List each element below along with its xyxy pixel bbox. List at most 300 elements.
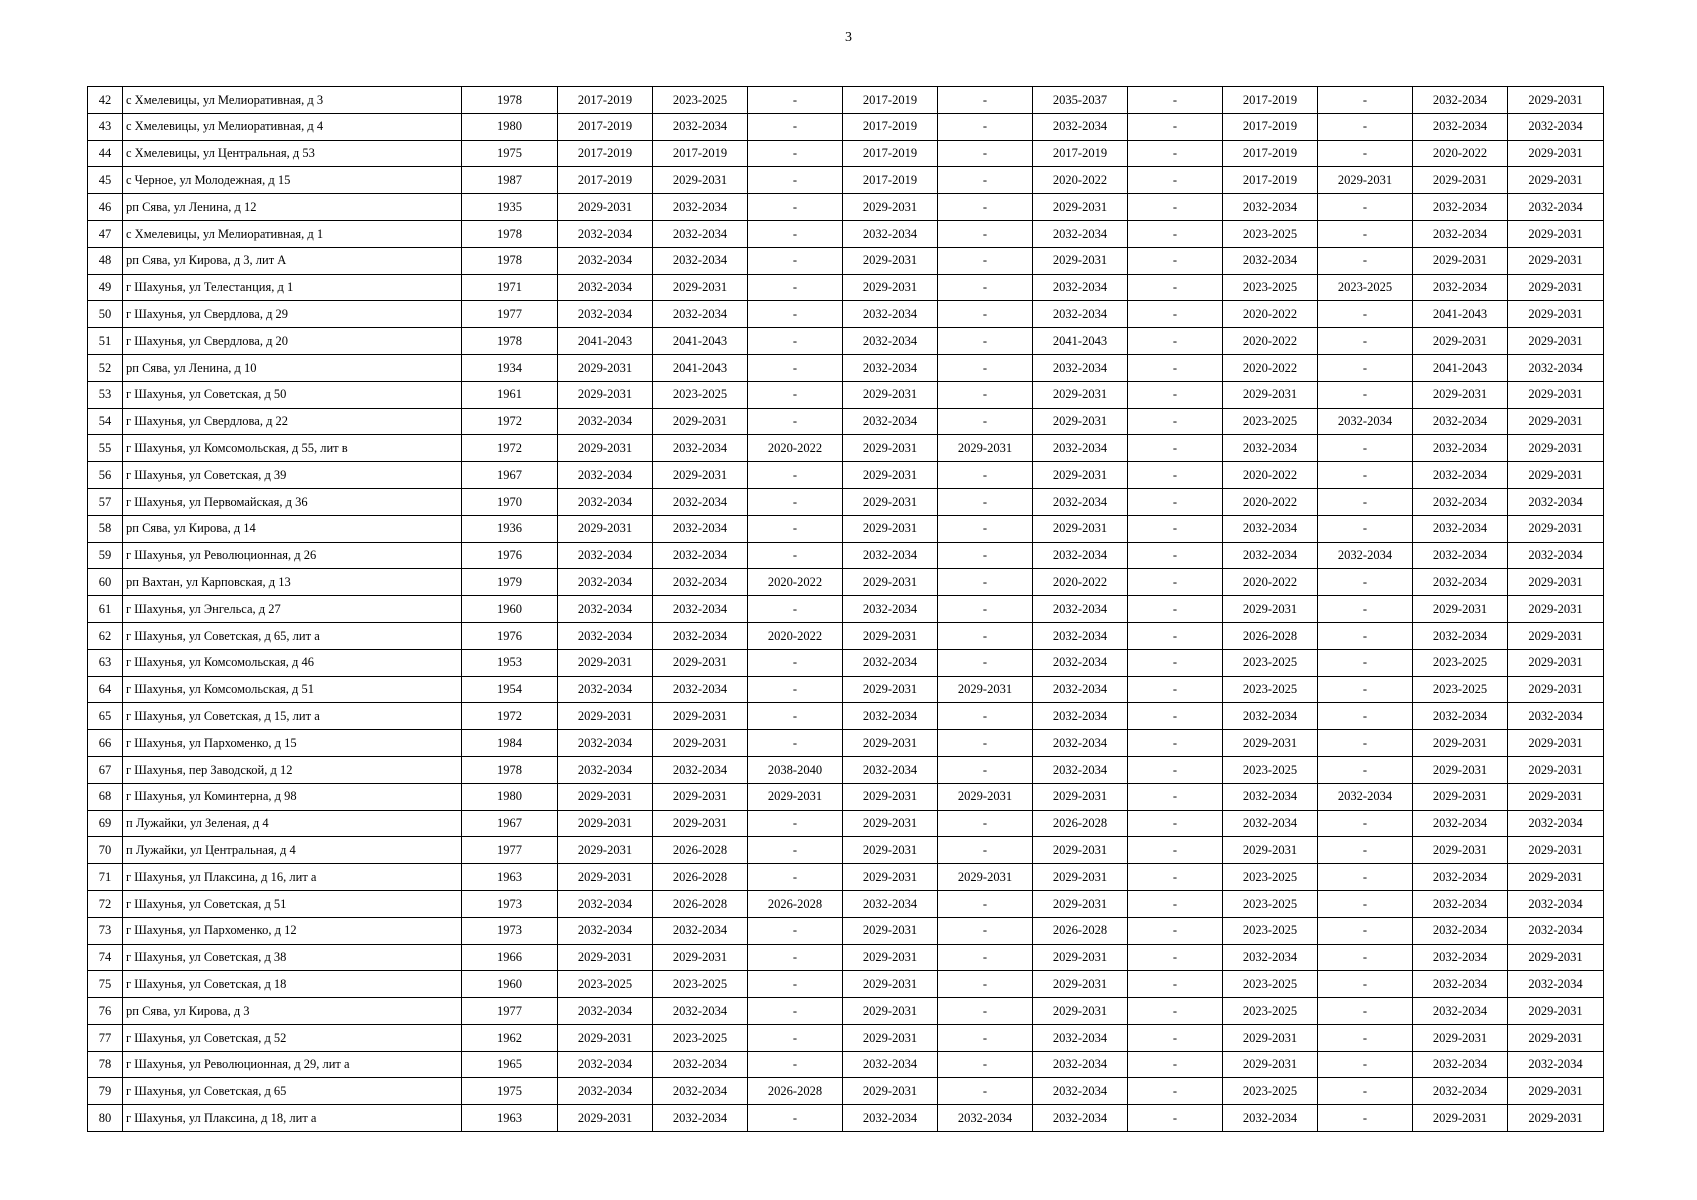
period-cell-2: 2029-2031 [653, 703, 748, 730]
period-cell-11: 2029-2031 [1508, 730, 1604, 757]
period-cell-7: - [1128, 756, 1223, 783]
address-cell: г Шахунья, ул Революционная, д 29, лит а [123, 1051, 462, 1078]
period-cell-3: - [748, 917, 843, 944]
period-cell-6: 2020-2022 [1033, 569, 1128, 596]
period-cell-2: 2032-2034 [653, 998, 748, 1025]
year-cell: 1966 [462, 944, 558, 971]
year-cell: 1976 [462, 542, 558, 569]
period-cell-11: 2029-2031 [1508, 1024, 1604, 1051]
period-cell-11: 2029-2031 [1508, 515, 1604, 542]
period-cell-1: 2032-2034 [558, 756, 653, 783]
row-number-cell: 55 [88, 435, 123, 462]
table-row [88, 944, 1604, 971]
year-cell: 1954 [462, 676, 558, 703]
period-cell-7: - [1128, 649, 1223, 676]
period-cell-6: 2029-2031 [1033, 515, 1128, 542]
period-cell-8: 2032-2034 [1223, 783, 1318, 810]
period-cell-5: - [938, 274, 1033, 301]
year-cell: 1963 [462, 864, 558, 891]
table-row [88, 703, 1604, 730]
period-cell-5: - [938, 971, 1033, 998]
address-cell: г Шахунья, ул Комсомольская, д 51 [123, 676, 462, 703]
address-cell: г Шахунья, ул Пархоменко, д 12 [123, 917, 462, 944]
period-cell-8: 2023-2025 [1223, 220, 1318, 247]
table-row [88, 569, 1604, 596]
period-cell-9: - [1318, 649, 1413, 676]
period-cell-2: 2032-2034 [653, 515, 748, 542]
period-cell-10: 2029-2031 [1413, 247, 1508, 274]
period-cell-6: 2032-2034 [1033, 1105, 1128, 1132]
period-cell-4: 2029-2031 [843, 1078, 938, 1105]
period-cell-6: 2029-2031 [1033, 971, 1128, 998]
period-cell-1: 2032-2034 [558, 917, 653, 944]
period-cell-3: - [748, 1105, 843, 1132]
row-number-cell: 68 [88, 783, 123, 810]
period-cell-3: - [748, 998, 843, 1025]
period-cell-1: 2032-2034 [558, 1078, 653, 1105]
period-cell-9: - [1318, 596, 1413, 623]
address-cell: г Шахунья, ул Энгельса, д 27 [123, 596, 462, 623]
period-cell-6: 2032-2034 [1033, 488, 1128, 515]
period-cell-9: - [1318, 87, 1413, 114]
address-cell: рп Вахтан, ул Карповская, д 13 [123, 569, 462, 596]
period-cell-3: 2038-2040 [748, 756, 843, 783]
period-cell-7: - [1128, 301, 1223, 328]
period-cell-2: 2029-2031 [653, 810, 748, 837]
period-cell-5: - [938, 140, 1033, 167]
period-cell-1: 2029-2031 [558, 435, 653, 462]
year-cell: 1977 [462, 301, 558, 328]
period-cell-11: 2029-2031 [1508, 462, 1604, 489]
period-cell-3: - [748, 864, 843, 891]
period-cell-7: - [1128, 569, 1223, 596]
address-cell: г Шахунья, ул Плаксина, д 16, лит а [123, 864, 462, 891]
address-cell: г Шахунья, ул Комсомольская, д 46 [123, 649, 462, 676]
row-number-cell: 59 [88, 542, 123, 569]
year-cell: 1975 [462, 140, 558, 167]
period-cell-2: 2032-2034 [653, 435, 748, 462]
period-cell-6: 2032-2034 [1033, 596, 1128, 623]
table-row [88, 140, 1604, 167]
period-cell-4: 2029-2031 [843, 622, 938, 649]
period-cell-11: 2029-2031 [1508, 381, 1604, 408]
period-cell-2: 2026-2028 [653, 864, 748, 891]
year-cell: 1979 [462, 569, 558, 596]
row-number-cell: 51 [88, 328, 123, 355]
period-cell-8: 2032-2034 [1223, 703, 1318, 730]
period-cell-4: 2032-2034 [843, 649, 938, 676]
period-cell-5: - [938, 301, 1033, 328]
period-cell-4: 2029-2031 [843, 998, 938, 1025]
period-cell-8: 2020-2022 [1223, 569, 1318, 596]
period-cell-2: 2032-2034 [653, 301, 748, 328]
year-cell: 1978 [462, 87, 558, 114]
year-cell: 1980 [462, 783, 558, 810]
period-cell-3: - [748, 462, 843, 489]
period-cell-2: 2029-2031 [653, 167, 748, 194]
period-cell-10: 2032-2034 [1413, 113, 1508, 140]
period-cell-8: 2023-2025 [1223, 408, 1318, 435]
row-number-cell: 79 [88, 1078, 123, 1105]
period-cell-8: 2023-2025 [1223, 971, 1318, 998]
period-cell-9: - [1318, 864, 1413, 891]
period-cell-4: 2029-2031 [843, 730, 938, 757]
period-cell-7: - [1128, 596, 1223, 623]
year-cell: 1971 [462, 274, 558, 301]
year-cell: 1936 [462, 515, 558, 542]
table-row [88, 87, 1604, 114]
period-cell-1: 2029-2031 [558, 194, 653, 221]
period-cell-7: - [1128, 971, 1223, 998]
period-cell-6: 2029-2031 [1033, 247, 1128, 274]
period-cell-10: 2032-2034 [1413, 1078, 1508, 1105]
period-cell-11: 2029-2031 [1508, 435, 1604, 462]
period-cell-1: 2029-2031 [558, 864, 653, 891]
period-cell-3: - [748, 381, 843, 408]
period-cell-2: 2032-2034 [653, 917, 748, 944]
period-cell-1: 2017-2019 [558, 87, 653, 114]
period-cell-4: 2032-2034 [843, 542, 938, 569]
period-cell-5: - [938, 944, 1033, 971]
period-cell-9: - [1318, 676, 1413, 703]
period-cell-9: - [1318, 113, 1413, 140]
table-row [88, 488, 1604, 515]
period-cell-1: 2032-2034 [558, 220, 653, 247]
period-cell-11: 2029-2031 [1508, 167, 1604, 194]
period-cell-1: 2029-2031 [558, 1105, 653, 1132]
table-row [88, 810, 1604, 837]
year-cell: 1980 [462, 113, 558, 140]
period-cell-1: 2017-2019 [558, 140, 653, 167]
table-row [88, 756, 1604, 783]
address-cell: г Шахунья, ул Советская, д 15, лит а [123, 703, 462, 730]
period-cell-8: 2029-2031 [1223, 381, 1318, 408]
row-number-cell: 70 [88, 837, 123, 864]
row-number-cell: 58 [88, 515, 123, 542]
period-cell-1: 2032-2034 [558, 408, 653, 435]
period-cell-2: 2032-2034 [653, 113, 748, 140]
period-cell-3: - [748, 247, 843, 274]
period-cell-5: - [938, 328, 1033, 355]
period-cell-4: 2029-2031 [843, 676, 938, 703]
period-cell-1: 2032-2034 [558, 890, 653, 917]
table-row [88, 649, 1604, 676]
year-cell: 1961 [462, 381, 558, 408]
period-cell-6: 2032-2034 [1033, 1024, 1128, 1051]
period-cell-3: - [748, 730, 843, 757]
year-cell: 1978 [462, 247, 558, 274]
period-cell-9: 2032-2034 [1318, 408, 1413, 435]
period-cell-2: 2029-2031 [653, 408, 748, 435]
year-cell: 1978 [462, 756, 558, 783]
period-cell-7: - [1128, 328, 1223, 355]
period-cell-9: - [1318, 301, 1413, 328]
period-cell-11: 2029-2031 [1508, 998, 1604, 1025]
year-cell: 1960 [462, 596, 558, 623]
period-cell-10: 2023-2025 [1413, 676, 1508, 703]
period-cell-4: 2032-2034 [843, 354, 938, 381]
period-cell-11: 2032-2034 [1508, 890, 1604, 917]
period-cell-3: - [748, 87, 843, 114]
year-cell: 1984 [462, 730, 558, 757]
period-cell-2: 2023-2025 [653, 381, 748, 408]
period-cell-8: 2020-2022 [1223, 301, 1318, 328]
year-cell: 1934 [462, 354, 558, 381]
period-cell-4: 2029-2031 [843, 515, 938, 542]
period-cell-6: 2032-2034 [1033, 622, 1128, 649]
period-cell-2: 2029-2031 [653, 944, 748, 971]
period-cell-8: 2032-2034 [1223, 194, 1318, 221]
table-row [88, 1078, 1604, 1105]
address-cell: с Хмелевицы, ул Мелиоративная, д 4 [123, 113, 462, 140]
period-cell-8: 2032-2034 [1223, 1105, 1318, 1132]
period-cell-7: - [1128, 408, 1223, 435]
period-cell-8: 2023-2025 [1223, 864, 1318, 891]
period-cell-3: - [748, 274, 843, 301]
address-cell: г Шахунья, ул Советская, д 51 [123, 890, 462, 917]
row-number-cell: 54 [88, 408, 123, 435]
period-cell-7: - [1128, 703, 1223, 730]
period-cell-11: 2032-2034 [1508, 1051, 1604, 1078]
period-cell-11: 2029-2031 [1508, 596, 1604, 623]
period-cell-7: - [1128, 1078, 1223, 1105]
period-cell-6: 2032-2034 [1033, 1051, 1128, 1078]
period-cell-3: - [748, 220, 843, 247]
period-cell-1: 2029-2031 [558, 783, 653, 810]
period-cell-3: - [748, 140, 843, 167]
period-cell-6: 2035-2037 [1033, 87, 1128, 114]
period-cell-6: 2029-2031 [1033, 381, 1128, 408]
period-cell-6: 2032-2034 [1033, 220, 1128, 247]
table-row [88, 596, 1604, 623]
period-cell-3: 2029-2031 [748, 783, 843, 810]
period-cell-1: 2041-2043 [558, 328, 653, 355]
row-number-cell: 71 [88, 864, 123, 891]
year-cell: 1978 [462, 220, 558, 247]
period-cell-1: 2029-2031 [558, 703, 653, 730]
period-cell-10: 2032-2034 [1413, 1051, 1508, 1078]
table-row [88, 515, 1604, 542]
address-cell: г Шахунья, ул Плаксина, д 18, лит а [123, 1105, 462, 1132]
year-cell: 1972 [462, 408, 558, 435]
period-cell-10: 2032-2034 [1413, 408, 1508, 435]
table-row [88, 890, 1604, 917]
table-row [88, 971, 1604, 998]
table-row [88, 622, 1604, 649]
year-cell: 1976 [462, 622, 558, 649]
period-cell-5: - [938, 113, 1033, 140]
period-cell-2: 2041-2043 [653, 354, 748, 381]
address-cell: г Шахунья, ул Коминтерна, д 98 [123, 783, 462, 810]
period-cell-11: 2029-2031 [1508, 328, 1604, 355]
period-cell-4: 2029-2031 [843, 488, 938, 515]
address-cell: г Шахунья, пер Заводской, д 12 [123, 756, 462, 783]
year-cell: 1973 [462, 917, 558, 944]
period-cell-10: 2029-2031 [1413, 730, 1508, 757]
period-cell-1: 2032-2034 [558, 247, 653, 274]
period-cell-8: 2023-2025 [1223, 998, 1318, 1025]
period-cell-1: 2032-2034 [558, 596, 653, 623]
row-number-cell: 74 [88, 944, 123, 971]
period-cell-1: 2017-2019 [558, 113, 653, 140]
period-cell-9: - [1318, 569, 1413, 596]
period-cell-1: 2032-2034 [558, 730, 653, 757]
period-cell-3: - [748, 542, 843, 569]
period-cell-10: 2029-2031 [1413, 837, 1508, 864]
period-cell-3: - [748, 328, 843, 355]
period-cell-9: - [1318, 810, 1413, 837]
period-cell-5: - [938, 1024, 1033, 1051]
year-cell: 1965 [462, 1051, 558, 1078]
period-cell-2: 2032-2034 [653, 1051, 748, 1078]
period-cell-10: 2032-2034 [1413, 274, 1508, 301]
period-cell-9: 2032-2034 [1318, 542, 1413, 569]
period-cell-5: 2032-2034 [938, 1105, 1033, 1132]
period-cell-4: 2029-2031 [843, 462, 938, 489]
period-cell-8: 2017-2019 [1223, 167, 1318, 194]
period-cell-11: 2029-2031 [1508, 837, 1604, 864]
address-cell: с Хмелевицы, ул Мелиоративная, д 3 [123, 87, 462, 114]
period-cell-7: - [1128, 354, 1223, 381]
period-cell-2: 2029-2031 [653, 462, 748, 489]
period-cell-6: 2032-2034 [1033, 435, 1128, 462]
period-cell-4: 2029-2031 [843, 569, 938, 596]
row-number-cell: 61 [88, 596, 123, 623]
period-cell-4: 2032-2034 [843, 408, 938, 435]
row-number-cell: 78 [88, 1051, 123, 1078]
period-cell-11: 2029-2031 [1508, 676, 1604, 703]
period-cell-5: - [938, 87, 1033, 114]
period-cell-8: 2023-2025 [1223, 274, 1318, 301]
period-cell-6: 2032-2034 [1033, 756, 1128, 783]
period-cell-1: 2029-2031 [558, 837, 653, 864]
period-cell-4: 2029-2031 [843, 783, 938, 810]
period-cell-10: 2029-2031 [1413, 1024, 1508, 1051]
table-row [88, 113, 1604, 140]
period-cell-11: 2032-2034 [1508, 354, 1604, 381]
period-cell-5: - [938, 622, 1033, 649]
period-cell-5: 2029-2031 [938, 676, 1033, 703]
period-cell-8: 2032-2034 [1223, 515, 1318, 542]
period-cell-1: 2029-2031 [558, 354, 653, 381]
period-cell-1: 2023-2025 [558, 971, 653, 998]
period-cell-8: 2023-2025 [1223, 890, 1318, 917]
address-cell: г Шахунья, ул Советская, д 50 [123, 381, 462, 408]
period-cell-11: 2029-2031 [1508, 756, 1604, 783]
period-cell-6: 2026-2028 [1033, 917, 1128, 944]
period-cell-10: 2029-2031 [1413, 783, 1508, 810]
period-cell-5: - [938, 542, 1033, 569]
table-row [88, 328, 1604, 355]
period-cell-10: 2032-2034 [1413, 890, 1508, 917]
row-number-cell: 72 [88, 890, 123, 917]
period-cell-10: 2032-2034 [1413, 515, 1508, 542]
period-cell-2: 2026-2028 [653, 890, 748, 917]
period-cell-8: 2017-2019 [1223, 87, 1318, 114]
period-cell-3: - [748, 1024, 843, 1051]
period-cell-8: 2023-2025 [1223, 649, 1318, 676]
period-cell-4: 2032-2034 [843, 1051, 938, 1078]
period-cell-1: 2032-2034 [558, 274, 653, 301]
period-cell-9: - [1318, 515, 1413, 542]
period-cell-4: 2017-2019 [843, 140, 938, 167]
row-number-cell: 47 [88, 220, 123, 247]
period-cell-9: - [1318, 837, 1413, 864]
row-number-cell: 75 [88, 971, 123, 998]
period-cell-8: 2017-2019 [1223, 140, 1318, 167]
period-cell-3: - [748, 167, 843, 194]
period-cell-8: 2020-2022 [1223, 462, 1318, 489]
period-cell-1: 2029-2031 [558, 810, 653, 837]
period-cell-2: 2032-2034 [653, 596, 748, 623]
address-cell: п Лужайки, ул Центральная, д 4 [123, 837, 462, 864]
period-cell-5: - [938, 408, 1033, 435]
period-cell-1: 2017-2019 [558, 167, 653, 194]
period-cell-7: - [1128, 998, 1223, 1025]
period-cell-8: 2032-2034 [1223, 810, 1318, 837]
period-cell-2: 2029-2031 [653, 274, 748, 301]
row-number-cell: 65 [88, 703, 123, 730]
period-cell-4: 2017-2019 [843, 87, 938, 114]
period-cell-3: - [748, 515, 843, 542]
period-cell-5: - [938, 998, 1033, 1025]
period-cell-10: 2029-2031 [1413, 756, 1508, 783]
row-number-cell: 67 [88, 756, 123, 783]
address-cell: г Шахунья, ул Советская, д 38 [123, 944, 462, 971]
period-cell-4: 2029-2031 [843, 381, 938, 408]
period-cell-1: 2029-2031 [558, 944, 653, 971]
row-number-cell: 57 [88, 488, 123, 515]
period-cell-4: 2032-2034 [843, 703, 938, 730]
period-cell-5: - [938, 1051, 1033, 1078]
period-cell-7: - [1128, 220, 1223, 247]
period-cell-6: 2020-2022 [1033, 167, 1128, 194]
year-cell: 1935 [462, 194, 558, 221]
year-cell: 1977 [462, 837, 558, 864]
period-cell-11: 2029-2031 [1508, 301, 1604, 328]
period-cell-9: - [1318, 381, 1413, 408]
period-cell-5: - [938, 649, 1033, 676]
year-cell: 1973 [462, 890, 558, 917]
period-cell-9: - [1318, 140, 1413, 167]
year-cell: 1987 [462, 167, 558, 194]
period-cell-9: - [1318, 354, 1413, 381]
period-cell-2: 2023-2025 [653, 87, 748, 114]
period-cell-11: 2029-2031 [1508, 649, 1604, 676]
year-cell: 1970 [462, 488, 558, 515]
period-cell-3: - [748, 649, 843, 676]
period-cell-5: - [938, 730, 1033, 757]
table-row [88, 462, 1604, 489]
address-cell: г Шахунья, ул Телестанция, д 1 [123, 274, 462, 301]
period-cell-11: 2029-2031 [1508, 944, 1604, 971]
period-cell-3: 2020-2022 [748, 622, 843, 649]
row-number-cell: 63 [88, 649, 123, 676]
period-cell-9: - [1318, 971, 1413, 998]
period-cell-6: 2032-2034 [1033, 1078, 1128, 1105]
period-cell-8: 2023-2025 [1223, 756, 1318, 783]
page-number: 3 [845, 30, 852, 45]
address-cell: рп Сява, ул Кирова, д 3, лит А [123, 247, 462, 274]
period-cell-10: 2041-2043 [1413, 354, 1508, 381]
period-cell-1: 2029-2031 [558, 381, 653, 408]
row-number-cell: 50 [88, 301, 123, 328]
period-cell-9: - [1318, 247, 1413, 274]
period-cell-10: 2029-2031 [1413, 167, 1508, 194]
year-cell: 1953 [462, 649, 558, 676]
period-cell-5: - [938, 515, 1033, 542]
row-number-cell: 76 [88, 998, 123, 1025]
